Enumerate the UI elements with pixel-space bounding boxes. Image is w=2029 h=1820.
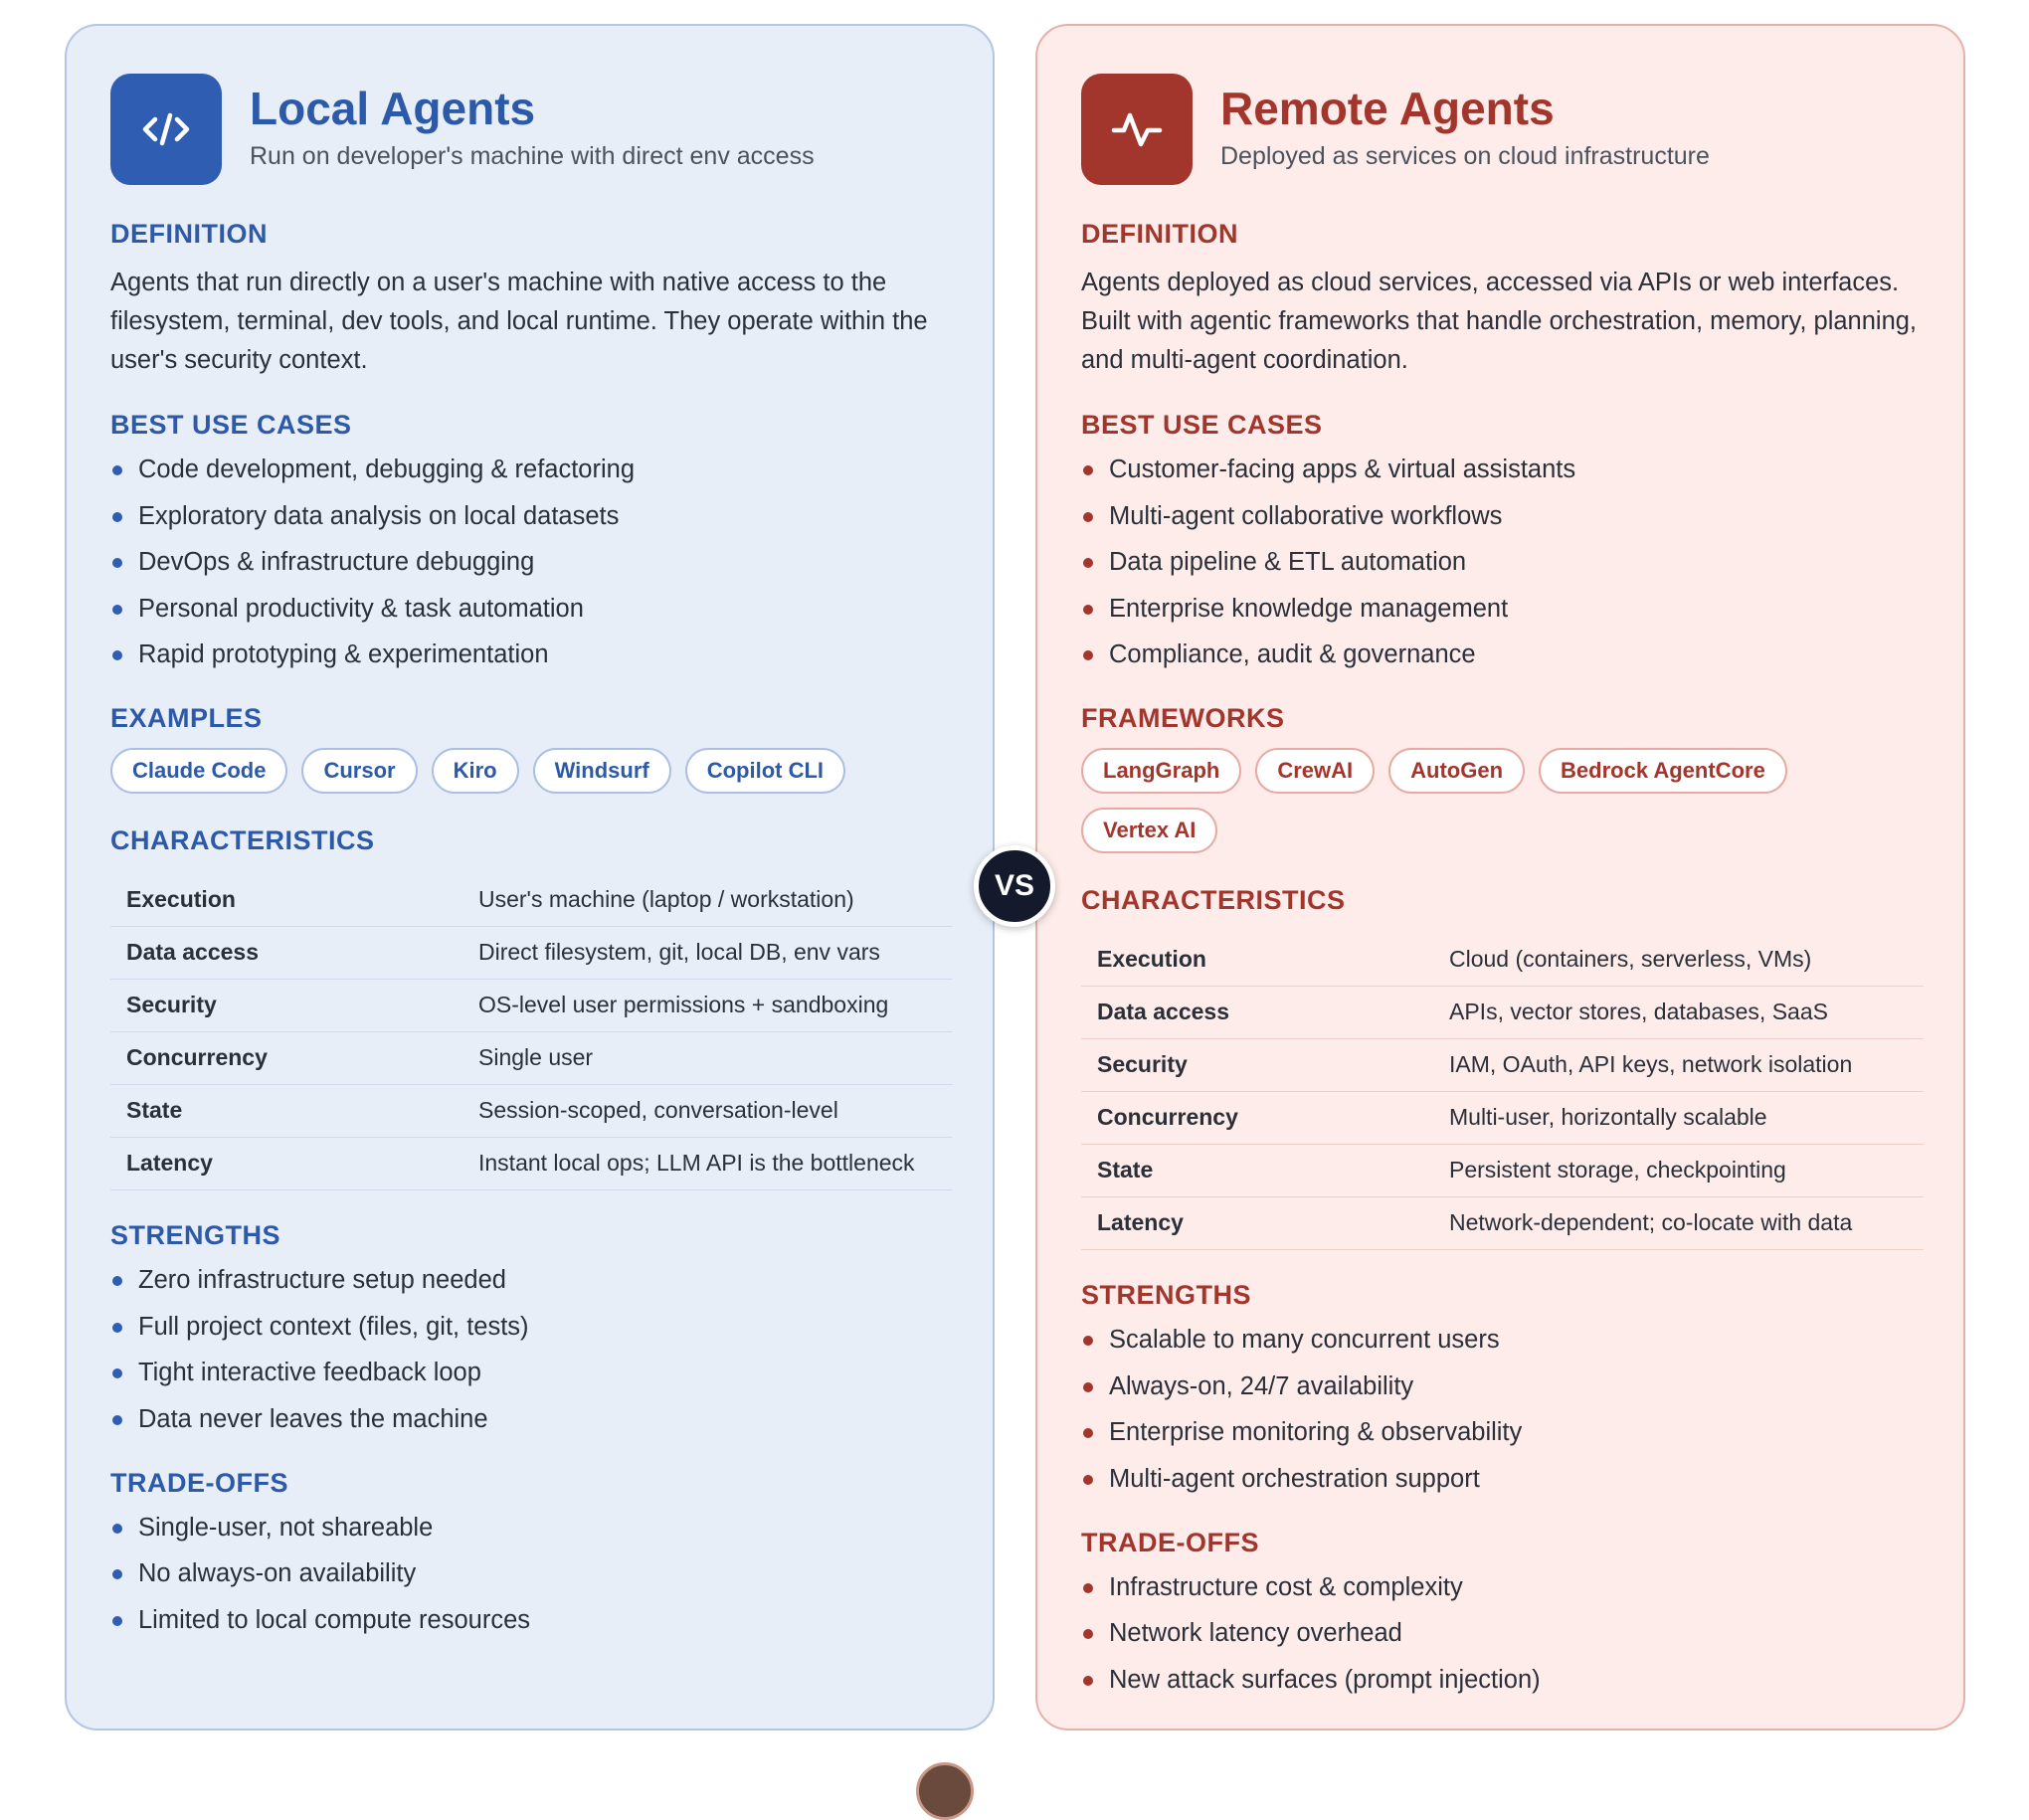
vs-badge: VS bbox=[974, 845, 1055, 927]
avatar bbox=[916, 1762, 974, 1820]
use-cases-heading: BEST USE CASES bbox=[1081, 410, 1323, 440]
list-item: Multi-agent collaborative workflows bbox=[1081, 501, 1920, 531]
list-item: Compliance, audit & governance bbox=[1081, 639, 1920, 669]
card-subtitle: Run on developer's machine with direct env access bbox=[250, 141, 815, 170]
table-row: State Persistent storage, checkpointing bbox=[1081, 1145, 1924, 1197]
list-item: Zero infrastructure setup needed bbox=[110, 1265, 949, 1295]
remote-agents-card bbox=[1035, 24, 1965, 1730]
list-item: DevOps & infrastructure debugging bbox=[110, 547, 949, 577]
table-row: Concurrency Single user bbox=[110, 1032, 953, 1085]
list-item: Customer-facing apps & virtual assistants bbox=[1081, 455, 1920, 484]
list-item: Exploratory data analysis on local datasets bbox=[110, 501, 949, 531]
local-agents-card bbox=[65, 24, 995, 1730]
list-item: Limited to local compute resources bbox=[110, 1605, 949, 1635]
tradeoffs-list bbox=[110, 1513, 949, 1635]
table-row: Data access Direct filesystem, git, local DB, env vars bbox=[110, 927, 953, 980]
chip-bedrock-agentcore[interactable]: Bedrock AgentCore bbox=[1539, 748, 1787, 794]
list-item: Code development, debugging & refactoring bbox=[110, 455, 949, 484]
strengths-list bbox=[1081, 1325, 1920, 1494]
table-row: Data access APIs, vector stores, databases, SaaS bbox=[1081, 987, 1924, 1039]
definition-heading: DEFINITION bbox=[1081, 219, 1238, 249]
list-item: Network latency overhead bbox=[1081, 1618, 1920, 1648]
list-item: Rapid prototyping & experimentation bbox=[110, 639, 949, 669]
list-item: Infrastructure cost & complexity bbox=[1081, 1572, 1920, 1602]
table-row: State Session-scoped, conversation-level bbox=[110, 1085, 953, 1138]
definition-text: Agents deployed as cloud services, accessed via APIs or web interfaces. Built with agentic frameworks that handle orchestration, memory, planning, and multi-agent coordination. bbox=[1081, 269, 1918, 374]
strengths-heading: STRENGTHS bbox=[1081, 1280, 1252, 1310]
examples-chips bbox=[110, 748, 949, 808]
table-row: Latency Instant local ops; LLM API is the bottleneck bbox=[110, 1138, 953, 1190]
list-item: Multi-agent orchestration support bbox=[1081, 1464, 1920, 1494]
frameworks-heading: FRAMEWORKS bbox=[1081, 703, 1285, 733]
list-item: No always-on availability bbox=[110, 1558, 949, 1588]
chip-langgraph[interactable]: LangGraph bbox=[1081, 748, 1241, 794]
card-title: Local Agents bbox=[250, 83, 536, 135]
list-item: Enterprise knowledge management bbox=[1081, 594, 1920, 624]
strengths-list bbox=[110, 1265, 949, 1434]
list-item: Data pipeline & ETL automation bbox=[1081, 547, 1920, 577]
card-title: Remote Agents bbox=[1220, 83, 1555, 135]
card-header bbox=[110, 74, 949, 185]
list-item: Personal productivity & task automation bbox=[110, 594, 949, 624]
chip-cursor[interactable]: Cursor bbox=[301, 748, 417, 794]
use-cases-list bbox=[1081, 455, 1920, 669]
chip-copilot-cli[interactable]: Copilot CLI bbox=[685, 748, 845, 794]
list-item: Data never leaves the machine bbox=[110, 1404, 949, 1434]
tradeoffs-heading: TRADE-OFFS bbox=[1081, 1527, 1259, 1557]
tradeoffs-list bbox=[1081, 1572, 1920, 1695]
code-icon bbox=[110, 74, 222, 185]
characteristics-heading: CHARACTERISTICS bbox=[1081, 885, 1346, 915]
definition-text: Agents that run directly on a user's machine with native access to the filesystem, terminal, dev tools, and local runtime. They operate within the user's security context. bbox=[110, 269, 928, 374]
list-item: New attack surfaces (prompt injection) bbox=[1081, 1665, 1920, 1695]
table-row: Security IAM, OAuth, API keys, network isolation bbox=[1081, 1039, 1924, 1092]
tradeoffs-heading: TRADE-OFFS bbox=[110, 1467, 288, 1498]
list-item: Scalable to many concurrent users bbox=[1081, 1325, 1920, 1355]
table-row: Security OS-level user permissions + sandboxing bbox=[110, 980, 953, 1032]
list-item: Tight interactive feedback loop bbox=[110, 1358, 949, 1387]
definition-heading: DEFINITION bbox=[110, 219, 268, 249]
list-item: Single-user, not shareable bbox=[110, 1513, 949, 1543]
table-row: Latency Network-dependent; co-locate with data bbox=[1081, 1197, 1924, 1250]
chip-kiro[interactable]: Kiro bbox=[432, 748, 519, 794]
chip-claude-code[interactable]: Claude Code bbox=[110, 748, 287, 794]
list-item: Full project context (files, git, tests) bbox=[110, 1312, 949, 1342]
table-row: Execution Cloud (containers, serverless, VMs) bbox=[1081, 934, 1924, 987]
characteristics-heading: CHARACTERISTICS bbox=[110, 825, 375, 855]
card-subtitle: Deployed as services on cloud infrastructure bbox=[1220, 141, 1710, 170]
table-row: Concurrency Multi-user, horizontally scalable bbox=[1081, 1092, 1924, 1145]
chip-autogen[interactable]: AutoGen bbox=[1388, 748, 1525, 794]
characteristics-table bbox=[1081, 934, 1924, 1250]
use-cases-list bbox=[110, 455, 949, 669]
characteristics-table bbox=[110, 874, 953, 1190]
chip-vertex-ai[interactable]: Vertex AI bbox=[1081, 808, 1217, 853]
strengths-heading: STRENGTHS bbox=[110, 1220, 281, 1250]
use-cases-heading: BEST USE CASES bbox=[110, 410, 352, 440]
examples-heading: EXAMPLES bbox=[110, 703, 263, 733]
chip-windsurf[interactable]: Windsurf bbox=[533, 748, 671, 794]
list-item: Enterprise monitoring & observability bbox=[1081, 1417, 1920, 1447]
card-header bbox=[1081, 74, 1920, 185]
activity-pulse-icon bbox=[1081, 74, 1193, 185]
chip-crewai[interactable]: CrewAI bbox=[1255, 748, 1375, 794]
table-row: Execution User's machine (laptop / workstation) bbox=[110, 874, 953, 927]
frameworks-chips bbox=[1081, 748, 1920, 867]
list-item: Always-on, 24/7 availability bbox=[1081, 1371, 1920, 1401]
